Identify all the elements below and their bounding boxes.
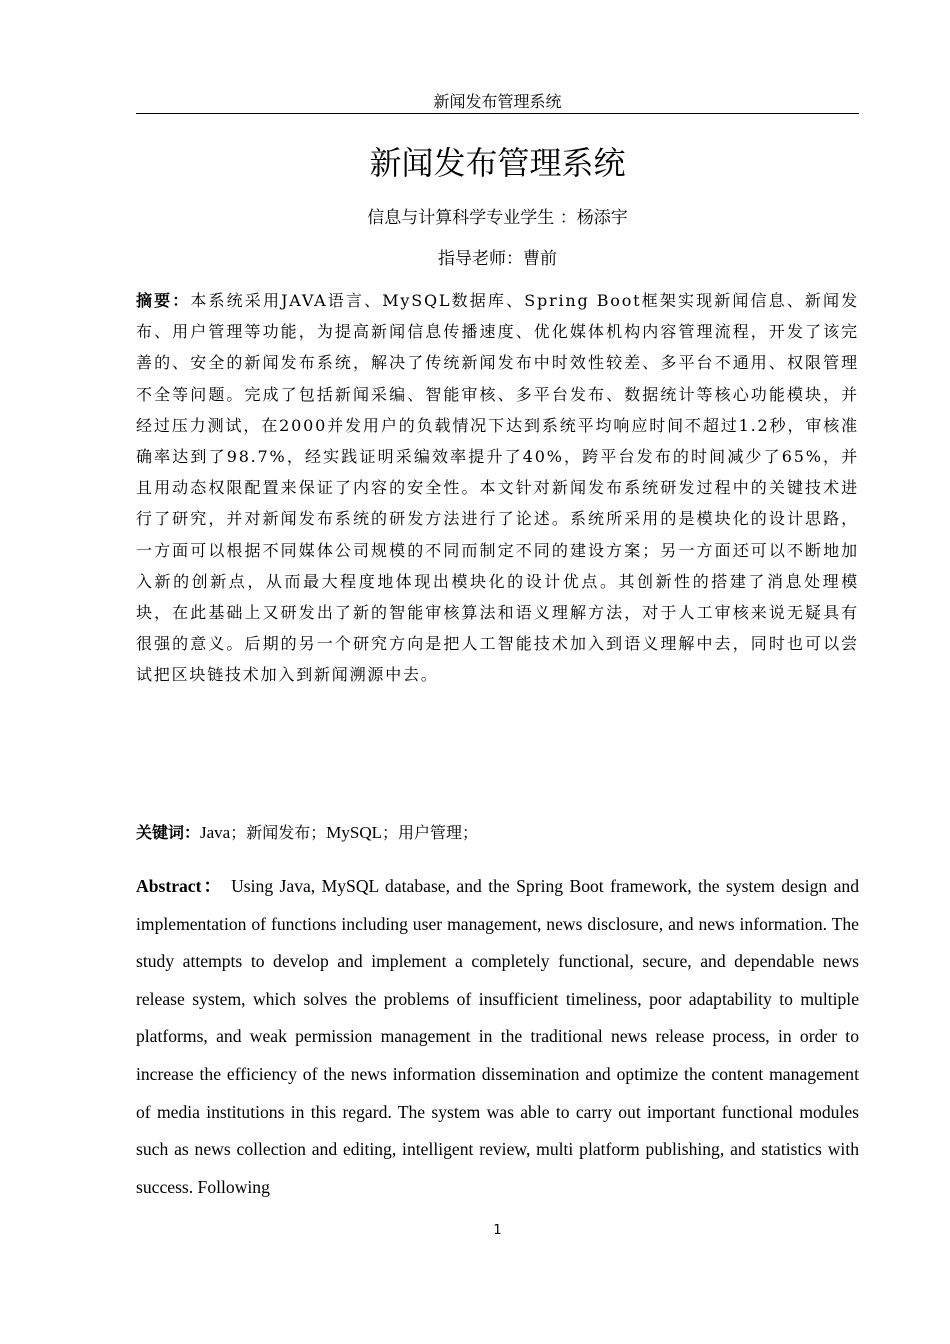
document-title: 新闻发布管理系统 [369,144,626,182]
keyword-item: 新闻发布 [246,823,311,842]
page-number: 1 [493,1223,502,1238]
keyword-separator: ； [382,823,399,842]
keywords-label: 关键词： [136,823,201,842]
keyword-item: MySQL [326,823,383,842]
author-line: 信息与计算科学专业学生 ：杨添宇 [367,208,628,228]
running-header: 新闻发布管理系统 [136,92,859,114]
keyword-separator: ； [462,823,479,842]
keyword-item: Java [200,823,231,842]
advisor-line: 指导老师：曹前 [438,249,557,269]
keywords-line [136,820,859,846]
abstract-chinese [136,285,859,691]
abstract-chinese-text: 本系统采用JAVA语言、MySQL数据库、Spring Boot框架实现新闻信息、新闻发布、用户管理等功能，为提高新闻信息传播速度、优化媒体机构内容管理流程，开发了该完善的、安全的新闻发布系统，解决了传统新闻发布中时效性较差、多平台不通用、权限管理不全等问题。完成了包括新闻采编、智能审核、多平台发布、数据统计等核心功能模块，并经过压力测试，在2000并发用户的负载情况下达到系统平均响应时间不超过1.2秒，审核准确率达到了98.7%，经实践证明采编效率提升了40%，跨平台发布的时间减少了65%，并且用动态权限配置来保证了内容的安全性。本文针对新闻发布系统研发过程中的关键技术进行了研究，并对新闻发布系统的研发方法进行了论述。系统所采用的是模块化的设计思路，一方面可以根据不同媒体公司规模的不同而制定不同的建设方案；另一方面还可以不断地加入新的创新点，从而最大程度地体现出模块化的设计优点。其创新性的搭建了消息处理模块，在此基础上又研发出了新的智能审核算法和语义理解方法，对于人工审核来说无疑具有很强的意义。后期的另一个研究方向是把人工智能技术加入到语义理解中去，同时也可以尝试把区块链技术加入到新闻溯源中去。 [136,291,859,685]
abstract-english-label: Abstract： [136,876,224,896]
keyword-item: 用户管理 [398,823,463,842]
abstract-chinese-label: 摘要： [136,291,191,310]
keyword-separator: ； [310,823,327,842]
keyword-separator: ； [230,823,247,842]
abstract-english-text: Using Java, MySQL database, and the Spring Boot framework, the system design and implementation of functions including user management, news disclosure, and news information. The study attempts to develop and implement a completely functional, secure, and dependable news release system, which solves the problems of insufficient timeliness, poor adaptability to multiple platforms, and weak permission management in the traditional news release process, in order to increase the efficiency of the news information dissemination and optimize the content management of media institutions in this regard. The system was able to carry out important functional modules such as news collection and editing, intelligent review, multi platform publishing, and statistics with success. Following [136,876,859,1197]
abstract-english [136,868,859,1220]
